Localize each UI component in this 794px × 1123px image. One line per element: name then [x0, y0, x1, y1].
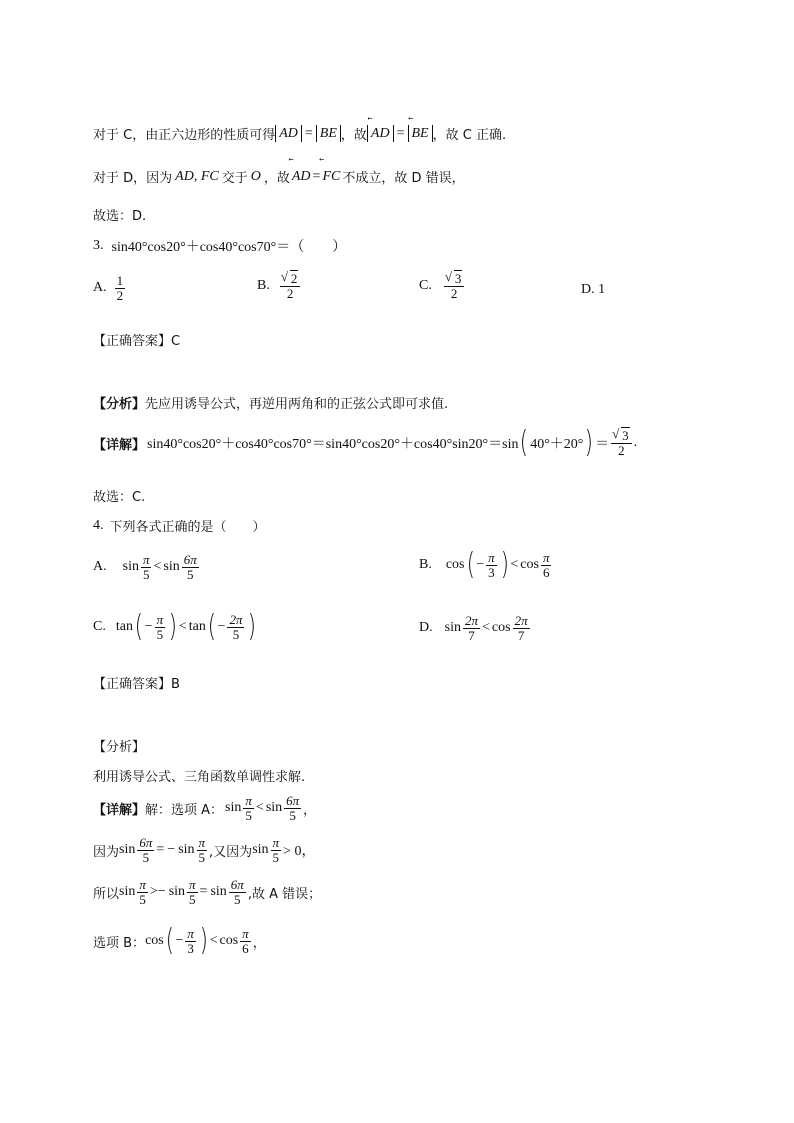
- text: ，故: [263, 171, 290, 186]
- analysis-4-tag: 【分析】: [93, 740, 146, 755]
- question-4: 4. 下列各式正确的是（ ）: [93, 517, 266, 535]
- detail-4-line1: 【详解】 解：选项 A： sin $\frac{\pi}{5}$ < sin $\frac{6\pi}{5}$ ，: [93, 793, 317, 823]
- math-ad-fc: AD, FC: [175, 168, 219, 184]
- q4-option-b: B. cos ( − $\frac{\pi}{3}$ ) < cos $\frac{\pi}{6}$: [419, 547, 550, 582]
- line-option-d: [93, 167, 465, 186]
- choose-d: 故选：D.: [93, 209, 147, 224]
- fraction: $\frac{1}{2}$: [116, 273, 124, 303]
- detail-4-line2: 因为 sin $\frac{6\pi}{5}$ = − sin $\frac{\pi}{5}$ ,又因为 sin $\frac{\pi}{5}$ > 0，: [93, 835, 316, 865]
- abs-ad: AD: [275, 125, 302, 142]
- q4-option-d: D. sin $\frac{2\pi}{7}$ < cos $\frac{2\pi}{7}$: [419, 613, 528, 643]
- question-expr: sin40°cos20°＋cos40°cos70°＝（ ）: [111, 240, 347, 255]
- question-3: [93, 236, 346, 256]
- analysis-3: 【分析】 先应用诱导公式，再逆用两角和的正弦公式即可求值.: [93, 397, 449, 412]
- text: 对于 C，由正六边形的性质可得: [93, 128, 276, 143]
- text: ，故 C 正确.: [432, 128, 507, 143]
- text: 交于: [221, 171, 248, 186]
- answer-4: 【正确答案】B: [93, 677, 180, 692]
- q3-option-d: D. 1: [581, 282, 606, 297]
- q3-option-c: C. √ $\frac{3}{2}$: [419, 272, 466, 300]
- analysis-4-text: 利用诱导公式、三角函数单调性求解.: [93, 770, 306, 785]
- text: 对于 D，因为: [93, 171, 173, 186]
- q4-option-a: A. sin $\frac{\pi}{5}$ < sin $\frac{6\pi}{5}$: [93, 552, 197, 582]
- abs-be: BE: [316, 125, 341, 142]
- equals: =: [304, 125, 313, 141]
- detail-4-line4: 选项 B： cos ( − $\frac{\pi}{3}$ ) < cos $\frac{\pi}{6}$ ，: [93, 923, 266, 958]
- abs-vec-be: ⃖⃖ BE: [408, 125, 433, 142]
- text: 不成立，故 D 错误，: [342, 171, 465, 186]
- math-o: O: [250, 168, 261, 184]
- equals: =: [396, 125, 405, 141]
- choose-c: 故选：C.: [93, 490, 146, 505]
- vec-fc: ⃖⃖ FC: [322, 169, 340, 185]
- detail-4-line3: 所以 sin $\frac{\pi}{5}$ > − sin $\frac{\pi}{5}$ = sin $\frac{6\pi}{5}$ ,故 A 错误；: [93, 877, 322, 907]
- abs-vec-ad: ⃖⃖ AD: [367, 125, 394, 142]
- answer-3: 【正确答案】C: [93, 334, 181, 349]
- question-number: 3.: [93, 238, 104, 253]
- q3-option-b: B. √ $\frac{2}{2}$: [257, 272, 302, 300]
- fraction: √ $\frac{3}{2}$: [611, 429, 632, 457]
- line-option-c: [93, 124, 506, 143]
- q4-option-c: C. tan ( − $\frac{\pi}{5}$ ) < tan ( − $\frac{2\pi}{5}$ ): [93, 609, 257, 644]
- vec-ad: ⃖⃖ AD: [292, 169, 311, 185]
- q3-option-a: A. $\frac{1}{2}$: [93, 273, 124, 303]
- equals: =: [312, 168, 321, 184]
- fraction: √ $\frac{2}{2}$: [280, 272, 301, 300]
- fraction: √ $\frac{3}{2}$: [444, 272, 465, 300]
- detail-3: 【详解】 sin40°cos20°＋cos40°cos70°＝sin40°cos20°＋cos40°sin20°＝sin ( 40°＋20° ) ＝ √ $\frac{3}{2}$ .: [93, 428, 637, 458]
- text: ，故: [340, 128, 367, 143]
